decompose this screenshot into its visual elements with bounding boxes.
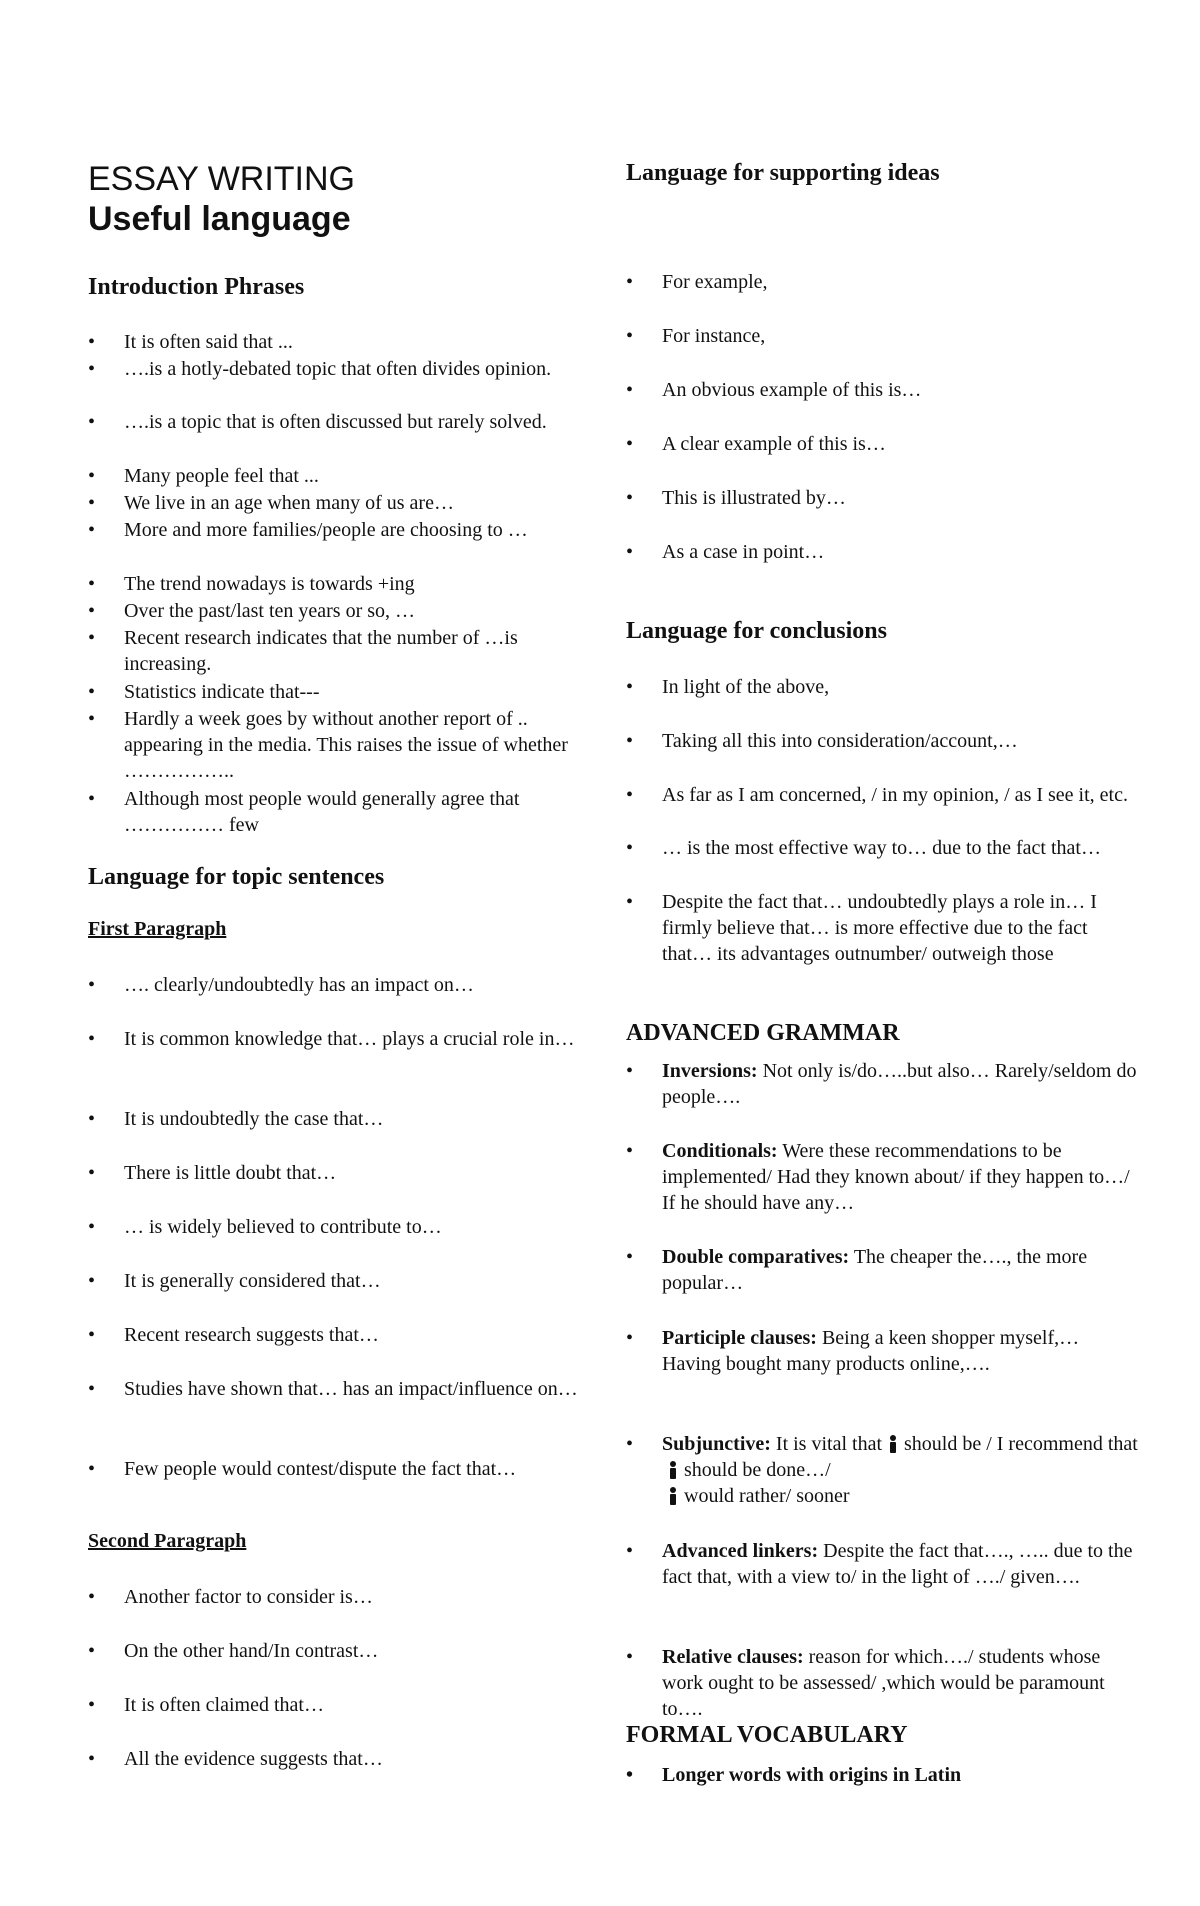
definition: The cheaper the…., the more popular… [662,1246,1088,1294]
list-item: • All the evidence suggests that… [124,1746,604,1772]
term: Relative clauses: [662,1646,804,1668]
term: Advanced linkers: [662,1540,819,1562]
list-item: • Hardly a week goes by without another report of .. appearing in the media. This raises the issue of whether …………….. [124,706,604,784]
definition: Being a keen shopper myself,… Having bought many products online,…. [662,1327,1080,1375]
list-item: • Another factor to consider is… [124,1584,604,1610]
definition-part: should be / I recommend that [904,1433,1138,1455]
introduction-heading: Introduction Phrases [88,274,305,300]
list-item: • Although most people would generally agree that …………… few [124,786,604,838]
page-title-line1: ESSAY WRITING [88,160,356,198]
definition: Not only is/do…..but also… Rarely/seldom do people…. [662,1060,1137,1108]
list-item: • We live in an age when many of us are… [124,490,604,516]
vocabulary-heading: FORMAL VOCABULARY [626,1722,908,1748]
list-item: • This is illustrated by… [662,485,1142,511]
list-item: • For example, [662,269,1142,295]
grammar-double-comparatives [662,1244,1142,1296]
grammar-relative [662,1644,1142,1722]
second-paragraph-label: Second Paragraph [88,1530,247,1552]
list-item: • Taking all this into consideration/account,… [662,728,1142,754]
definition-part: would rather/ sooner [684,1485,850,1507]
grammar-inversions [662,1058,1142,1110]
term: Subjunctive: [662,1433,771,1455]
list-item: • There is little doubt that… [124,1160,604,1186]
list-item: • Despite the fact that… undoubtedly plays a role in… I firmly believe that… is more effective due to the fact that… its advantages outnumber/ outweigh those [662,889,1142,967]
list-item: • In light of the above, [662,674,1142,700]
list-item: • … is the most effective way to… due to the fact that… [662,835,1142,861]
list-item: • Recent research indicates that the number of …is increasing. [124,625,604,677]
grammar-linkers [662,1538,1142,1590]
term: Conditionals: [662,1140,778,1162]
list-item: • ….is a hotly-debated topic that often divides opinion. [124,356,604,382]
definition: Despite the fact that…., ….. due to the fact that, with a view to/ in the light of …./ given…. [662,1540,1133,1588]
list-item: • On the other hand/In contrast… [124,1638,604,1664]
list-item: • Studies have shown that… has an impact/influence on… [124,1376,604,1402]
list-item: • It is often claimed that… [124,1692,604,1718]
list-item: • Over the past/last ten years or so, … [124,598,604,624]
list-item: • Many people feel that ... [124,463,604,489]
list-item: • As a case in point… [662,539,1142,565]
list-item: • An obvious example of this is… [662,377,1142,403]
topic-sentences-heading: Language for topic sentences [88,864,385,890]
person-icon [668,1487,678,1505]
conclusions-heading: Language for conclusions [626,618,887,644]
first-paragraph-label: First Paragraph [88,918,227,940]
list-item: • It is common knowledge that… plays a crucial role in… [124,1026,604,1052]
term: Inversions: [662,1060,758,1082]
term: Participle clauses: [662,1327,817,1349]
list-item: • As far as I am concerned, / in my opinion, / as I see it, etc. [662,782,1142,808]
list-item: • Longer words with origins in Latin [662,1762,1142,1788]
list-item: • It is undoubtedly the case that… [124,1106,604,1132]
definition: Were these recommendations to be implemented/ Had they known about/ if they happen to…/ If he should have any… [662,1140,1130,1214]
definition-part: It is vital that [775,1433,882,1455]
definition-part: should be done…/ [684,1459,831,1481]
list-item: • A clear example of this is… [662,431,1142,457]
term: Double comparatives: [662,1246,850,1268]
page-title-line2: Useful language [88,200,351,238]
list-item: • Few people would contest/dispute the fact that… [124,1456,604,1482]
person-icon [888,1435,898,1453]
grammar-conditionals [662,1138,1142,1216]
grammar-participle [662,1325,1142,1377]
list-item: • …. clearly/undoubtedly has an impact on… [124,972,604,998]
list-item: • ….is a topic that is often discussed but rarely solved. [124,409,604,435]
list-item: • The trend nowadays is towards +ing [124,571,604,597]
list-item: • It is often said that ... [124,329,604,355]
person-icon [668,1461,678,1479]
list-item: • … is widely believed to contribute to… [124,1214,604,1240]
grammar-subjunctive [662,1431,1142,1509]
definition: reason for which…./ students whose work ought to be assessed/ ,which would be paramount to…. [662,1646,1105,1720]
supporting-heading: Language for supporting ideas [626,160,940,186]
list-item: • Recent research suggests that… [124,1322,604,1348]
list-item: • For instance, [662,323,1142,349]
list-item: • More and more families/people are choosing to … [124,517,604,543]
list-item: • It is generally considered that… [124,1268,604,1294]
list-item: • Statistics indicate that--- [124,679,604,705]
grammar-heading: ADVANCED GRAMMAR [626,1020,900,1046]
